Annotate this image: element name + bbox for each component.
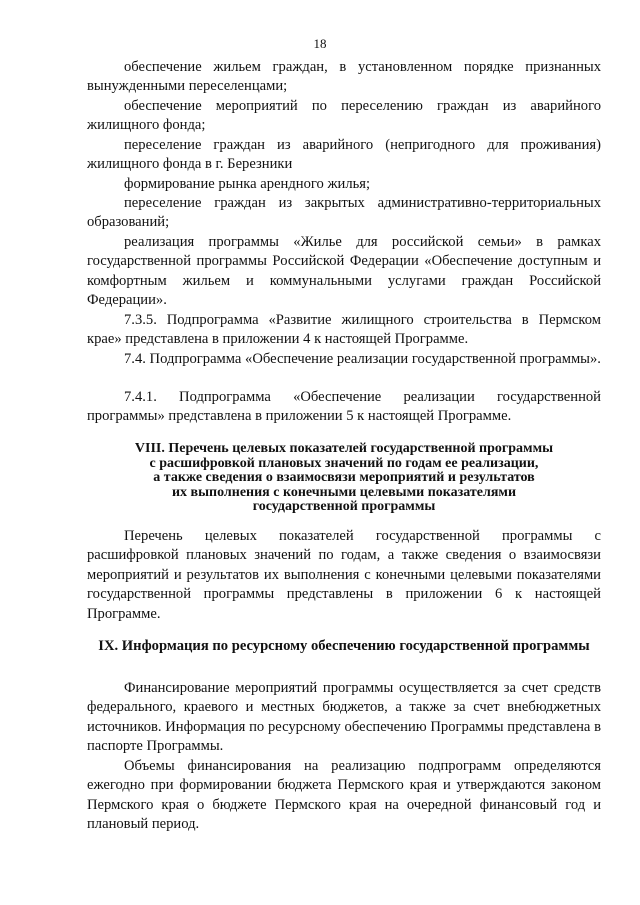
paragraph-7-4-1: 7.4.1. Подпрограмма «Обеспечение реализации государственной программы» представлена в приложении 5 к настоящей Программе. <box>87 389 601 425</box>
section-8-heading-line: государственной программы <box>252 499 436 515</box>
page-number: 18 <box>313 36 327 51</box>
section-8-heading-line: их выполнения с конечными целевыми показателями <box>171 484 517 500</box>
paragraph-7-4: 7.4. Подпрограмма «Обеспечение реализации государственной программы». <box>124 351 601 367</box>
paragraph-7-3-5: 7.3.5. Подпрограмма «Развитие жилищного строительства в Пермском крае» представлена в приложении 4 к настоящей Программе. <box>87 312 601 348</box>
paragraph-berezniki-resettlement: переселение граждан из аварийного (непригодного для проживания) жилищного фонда в г. Березники <box>87 137 601 173</box>
section-8-heading-line: с расшифровкой плановых значений по годам ее реализации, <box>149 455 539 471</box>
section-9-heading: IX. Информация по ресурсному обеспечению государственной программы <box>98 638 590 654</box>
paragraph-rental-market: формирование рынка арендного жилья; <box>124 176 371 192</box>
paragraph-russian-family-program: реализация программы «Жилье для российской семьи» в рамках государственной программы Российской Федерации «Обеспечение доступным и комфортным жильем и коммунальными услугами граждан Российской Федерации». <box>87 234 601 309</box>
section-9-financing-paragraph: Финансирование мероприятий программы осуществляется за счет средств федерального, краевого и местных бюджетов, а также за счет внебюджетных источников. Информация по ресурсному обеспечению Программы представлена в паспорте Программы. <box>87 680 601 755</box>
section-8-heading <box>87 442 601 515</box>
section-8-paragraph: Перечень целевых показателей государственной программы с расшифровкой плановых значений по годам, а также сведения о взаимосвязи мероприятий и результатов их выполнения с конечными целевыми показателями государственной программы представлены в приложении 6 к настоящей Программе. <box>87 528 601 622</box>
section-9-volumes-paragraph: Объемы финансирования на реализацию подпрограмм определяются ежегодно при формировании бюджета Пермского края и утверждаются законом Пермского края о бюджете Пермского края на очередной финансовый год и плановый период. <box>87 758 601 833</box>
paragraph-emergency-fund-measures: обеспечение мероприятий по переселению граждан из аварийного жилищного фонда; <box>87 98 601 134</box>
section-8-heading-line: VIII. Перечень целевых показателей государственной программы <box>134 441 554 456</box>
paragraph-closed-territories: переселение граждан из закрытых административно-территориальных образований; <box>87 195 601 231</box>
section-8-heading-line: а также сведения о взаимосвязи мероприятий и результатов <box>153 470 535 486</box>
paragraph-housing-displaced: обеспечение жильем граждан, в установленном порядке признанных вынужденными переселенцами; <box>87 59 601 95</box>
